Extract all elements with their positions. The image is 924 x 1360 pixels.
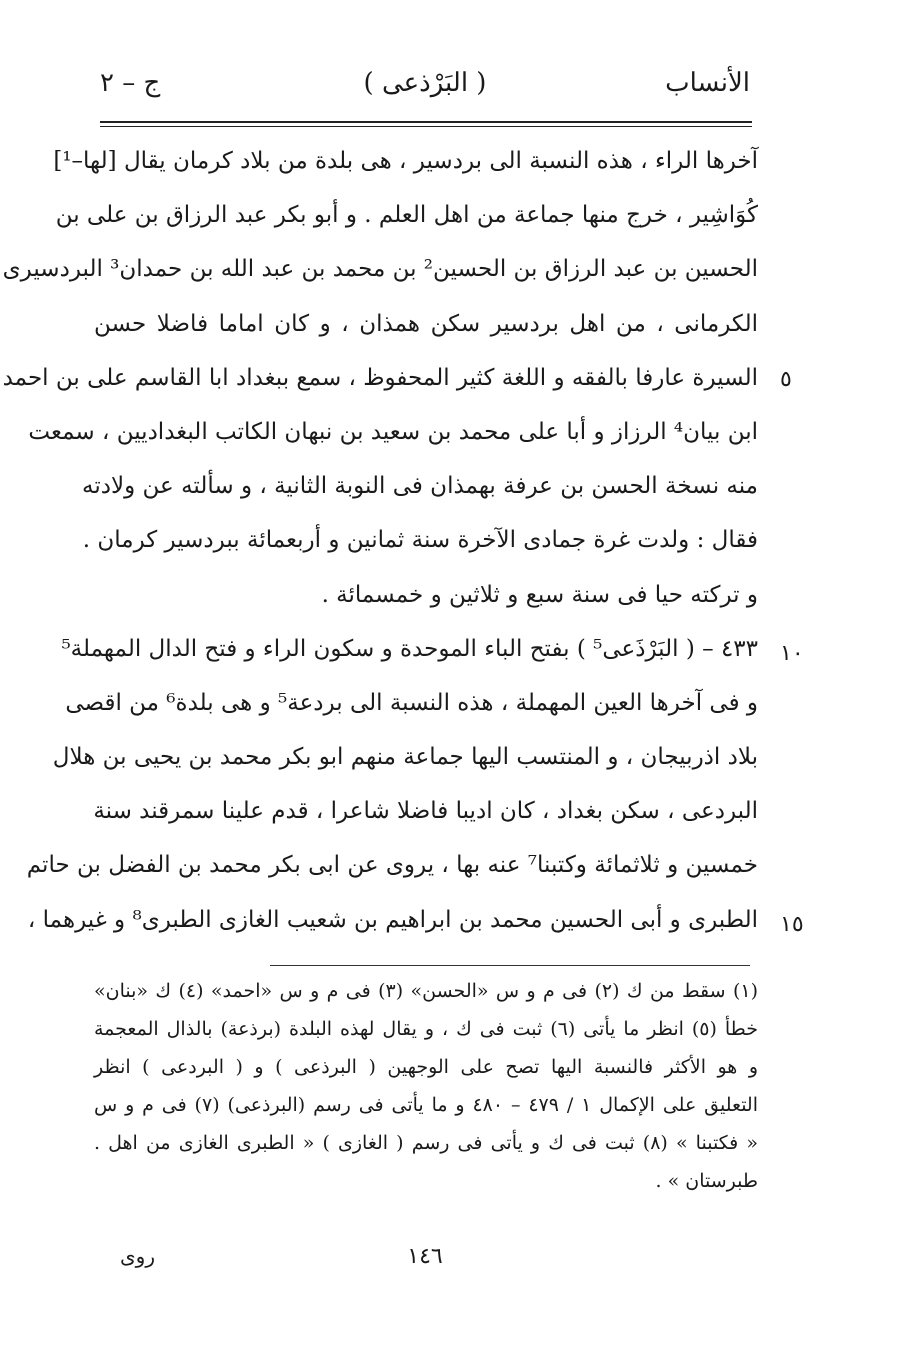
text-line: و تركته حيا فى سنة سبع و ثلاثين و خمسمائة .: [321, 581, 758, 608]
footnote-line: خطأ (٥) انظر ما يأتى (٦) ثبت فى ك ، و يقال لهذه البلدة (برذعة) بالذال المعجمة: [94, 1018, 759, 1040]
footnotes: [94, 972, 758, 1200]
footnote-line: طبرستان » .: [655, 1170, 758, 1192]
line-number-10: ١٠: [780, 641, 804, 666]
text-line: الكرمانى ، من اهل بردسير سكن همذان ، و كان اماما فاضلا حسن: [94, 310, 758, 337]
line-number-5: ٥: [780, 367, 792, 392]
header-rule-thick: [100, 121, 752, 123]
line-number-15: ١٥: [780, 912, 804, 937]
entry-heading-line: ٤٣٣ – ( البَرْذَعى⁵ ) بفتح الباء الموحدة و سكون الراء و فتح الدال المهملة⁵: [61, 635, 758, 662]
signature-mark: روى: [120, 1244, 155, 1268]
main-text: [2, 134, 758, 947]
text-line: الطبرى و أبى الحسين محمد بن ابراهيم بن شعيب الغازى الطبرى⁸ و غيرهما ،: [27, 906, 758, 933]
page-footer: [100, 1244, 750, 1280]
text-line: آخرها الراء ، هذه النسبة الى بردسير ، هى بلدة من بلاد كرمان يقال [لها–¹]: [53, 148, 758, 174]
running-header: [100, 68, 750, 112]
text-line: بلاد اذربيجان ، و المنتسب اليها جماعة منهم ابو بكر محمد بن يحيى بن هلال: [52, 744, 758, 771]
text-line: ابن بيان⁴ الرزاز و أبا على محمد بن سعيد بن نبهان الكاتب البغداديين ، سمعت: [28, 418, 758, 445]
text-line: خمسين و ثلاثمائة وكتبنا⁷ عنه بها ، يروى عن ابى بكر محمد بن الفضل بن حاتم: [26, 852, 758, 879]
header-entry-title: ( البَرْذعى ): [363, 68, 487, 98]
text-line: الحسين بن عبد الرزاق بن الحسين² بن محمد بن عبد الله بن حمدان³ البردسيرى: [2, 256, 758, 283]
text-line: و فى آخرها العين المهملة ، هذه النسبة الى بردعة⁵ و هى بلدة⁶ من اقصى: [65, 689, 758, 716]
text-line: السيرة عارفا بالفقه و اللغة كثير المحفوظ ، سمع ببغداد ابا القاسم على بن احمد: [2, 364, 758, 391]
text-line: فقال : ولدت غرة جمادى الآخرة سنة ثمانين و أربعمائة ببردسير كرمان .: [82, 527, 758, 554]
header-book-title: الأنساب: [665, 68, 750, 98]
footnote-line: و هو الأكثر فالنسبة اليها تصح على الوجهين ( البرذعى ) و ( البردعى ) انظر: [94, 1056, 758, 1078]
footnote-line: « فكتبنا » (٨) ثبت فى ك و يأتى فى رسم ( الغازى ) « الطبرى الغازى من اهل .: [94, 1132, 758, 1154]
footnote-rule: [270, 965, 750, 966]
footnote-line: (١) سقط من ك (٢) فى م و س «الحسن» (٣) فى م و س «احمد» (٤) ك «بنان»: [94, 980, 758, 1002]
page-number: ١٤٦: [407, 1244, 443, 1269]
footnote-line: التعليق على الإكمال ١ / ٤٧٩ – ٤٨٠ و ما يأتى فى رسم (البرذعى) (٧) فى م و س: [94, 1094, 759, 1116]
text-line: البردعى ، سكن بغداد ، كان اديبا فاضلا شاعرا ، قدم علينا سمرقند سنة: [93, 798, 758, 825]
text-line: كُوَاشِير ، خرج منها جماعة من اهل العلم . و أبو بكر عبد الرزاق بن على بن: [55, 202, 758, 229]
text-line: منه نسخة الحسن بن عرفة بهمذان فى النوبة الثانية ، و سألته عن ولادته: [82, 473, 758, 500]
header-volume: ج – ٢: [100, 68, 161, 98]
header-rule-thin: [100, 126, 752, 127]
